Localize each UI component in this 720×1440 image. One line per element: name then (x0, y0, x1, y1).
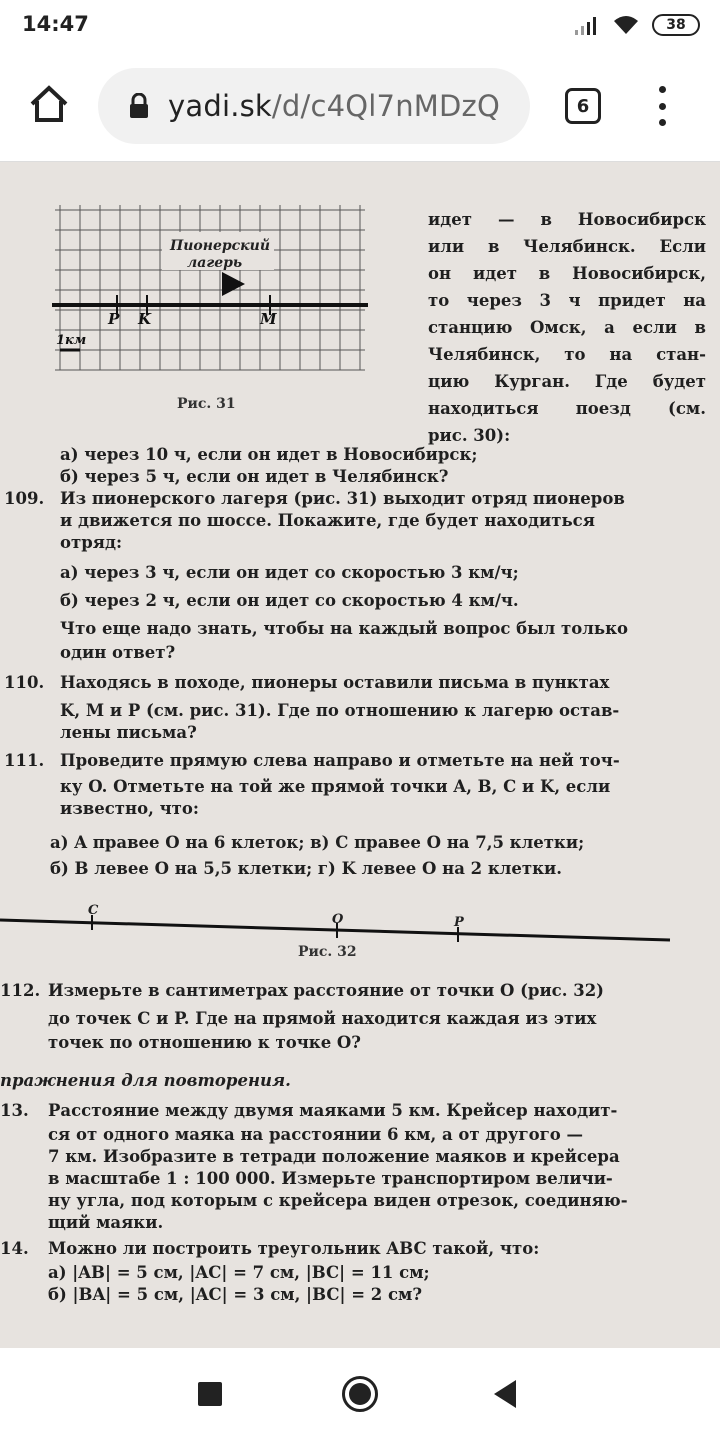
figure-31-caption: Рис. 31 (177, 396, 236, 412)
figure-31-scale: 1км (56, 333, 87, 348)
p111-line3: известно, что: (60, 799, 199, 818)
problem-112-number: 112. (0, 981, 41, 1000)
text-line: или в Челябинск. Если (428, 237, 706, 256)
url-domain: yadi.sk (168, 89, 272, 123)
p110-line2: K, M и P (см. рис. 31). Где по отношению к лагерю остав- (60, 701, 620, 720)
p112-line3: точек по отношению к точке O? (48, 1033, 361, 1052)
p109-a: а) через 3 ч, если он идет со скоростью 3 км/ч; (60, 563, 519, 582)
problem-113-number: 13. (0, 1101, 29, 1120)
p113-line6: щий маяки. (48, 1213, 164, 1232)
p110-line3: лены письма? (60, 723, 197, 742)
problem-114-number: 14. (0, 1239, 29, 1258)
figure-32-point-c: C (88, 903, 99, 918)
wifi-icon (612, 14, 640, 36)
home-icon[interactable] (28, 84, 70, 124)
p109-b: б) через 2 ч, если он идет со скоростью 4 км/ч. (60, 591, 519, 610)
status-time: 14:47 (22, 12, 89, 36)
p113-line1: Расстояние между двумя маяками 5 км. Крейсер находит- (48, 1101, 618, 1120)
lock-icon (128, 93, 150, 119)
status-icons (574, 12, 700, 38)
p113-line2: ся от одного маяка на расстоянии 6 км, а от другого — (48, 1125, 583, 1144)
figure-31-point-p: P (108, 310, 120, 328)
text-line: цию Курган. Где будет (428, 372, 706, 391)
figure-31-label-2: лагерь (187, 255, 243, 271)
back-icon[interactable] (494, 1380, 516, 1408)
figure-32-line (0, 902, 720, 962)
text-line: идет — в Новосибирск (428, 210, 706, 229)
signal-icon (574, 14, 600, 36)
figure-31-point-k: K (138, 310, 152, 328)
p109-line1: Из пионерского лагеря (рис. 31) выходит отряд пионеров (60, 489, 625, 508)
problem-110-number: 110. (4, 673, 45, 692)
text-line: находиться поезд (см. (428, 399, 706, 418)
browser-toolbar (0, 50, 720, 162)
figure-32-point-o: O (332, 912, 344, 927)
p114-line1: Можно ли построить треугольник ABC такой, что: (48, 1239, 540, 1258)
text-line: станцию Омск, а если в (428, 318, 706, 337)
tab-switcher-button[interactable]: 6 (565, 88, 601, 124)
p114-b: б) |BA| = 5 см, |AC| = 3 см, |BC| = 2 см? (48, 1285, 423, 1304)
menu-icon[interactable] (652, 86, 672, 126)
p111-a: а) A правее O на 6 клеток; в) C правее O на 7,5 клетки; (50, 833, 585, 852)
home-nav-icon[interactable] (342, 1376, 378, 1412)
status-bar (0, 0, 720, 50)
battery-icon: 38 (652, 14, 700, 36)
p108-b: б) через 5 ч, если он идет в Челябинск? (60, 467, 449, 486)
text-line: то через 3 ч придет на (428, 291, 706, 310)
figure-32-point-p: P (454, 915, 464, 930)
p113-line4: в масштабе 1 : 100 000. Измерьте транспортиром величи- (48, 1169, 613, 1188)
address-bar[interactable] (98, 68, 530, 144)
p113-line5: ну угла, под которым с крейсера виден отрезок, соединяю- (48, 1191, 628, 1210)
url-text (168, 89, 500, 123)
figure-31-grid (50, 200, 370, 375)
section-title: пражнения для повторения. (0, 1071, 291, 1090)
p109-line4: Что еще надо знать, чтобы на каждый вопрос был только (60, 619, 629, 638)
url-path: /d/c4Ql7nMDzQ (271, 89, 500, 123)
problem-111-number: 111. (4, 751, 45, 770)
p110-line1: Находясь в походе, пионеры оставили письма в пунктах (60, 673, 610, 692)
problem-109-number: 109. (4, 489, 45, 508)
figure-31-label-1: Пионерский (170, 238, 271, 254)
navigation-bar (0, 1348, 720, 1440)
recent-apps-icon[interactable] (198, 1382, 222, 1406)
p112-line1: Измерьте в сантиметрах расстояние от точки O (рис. 32) (48, 981, 604, 1000)
text-line: рис. 30): (428, 426, 511, 445)
p109-line5: один ответ? (60, 643, 176, 662)
p111-line2: ку O. Отметьте на той же прямой точки A, B, C и K, если (60, 777, 611, 796)
p108-a: а) через 10 ч, если он идет в Новосибирск; (60, 445, 478, 464)
figure-32-caption: Рис. 32 (298, 944, 357, 960)
text-line: Челябинск, то на стан- (428, 345, 706, 364)
p109-line2: и движется по шоссе. Покажите, где будет находиться (60, 511, 595, 530)
p109-line3: отряд: (60, 533, 123, 552)
p113-line3: 7 км. Изобразите в тетради положение маяков и крейсера (48, 1147, 620, 1166)
figure-31-point-m: M (260, 310, 277, 328)
right-column-text (428, 206, 706, 449)
p111-line1: Проведите прямую слева направо и отметьте на ней точ- (60, 751, 620, 770)
document-page (0, 162, 720, 1348)
p114-a: а) |AB| = 5 см, |AC| = 7 см, |BC| = 11 см; (48, 1263, 430, 1282)
p111-b: б) B левее O на 5,5 клетки; г) K левее O на 2 клетки. (50, 859, 563, 878)
text-line: он идет в Новосибирск, (428, 264, 706, 283)
p112-line2: до точек C и P. Где на прямой находится каждая из этих (48, 1009, 597, 1028)
